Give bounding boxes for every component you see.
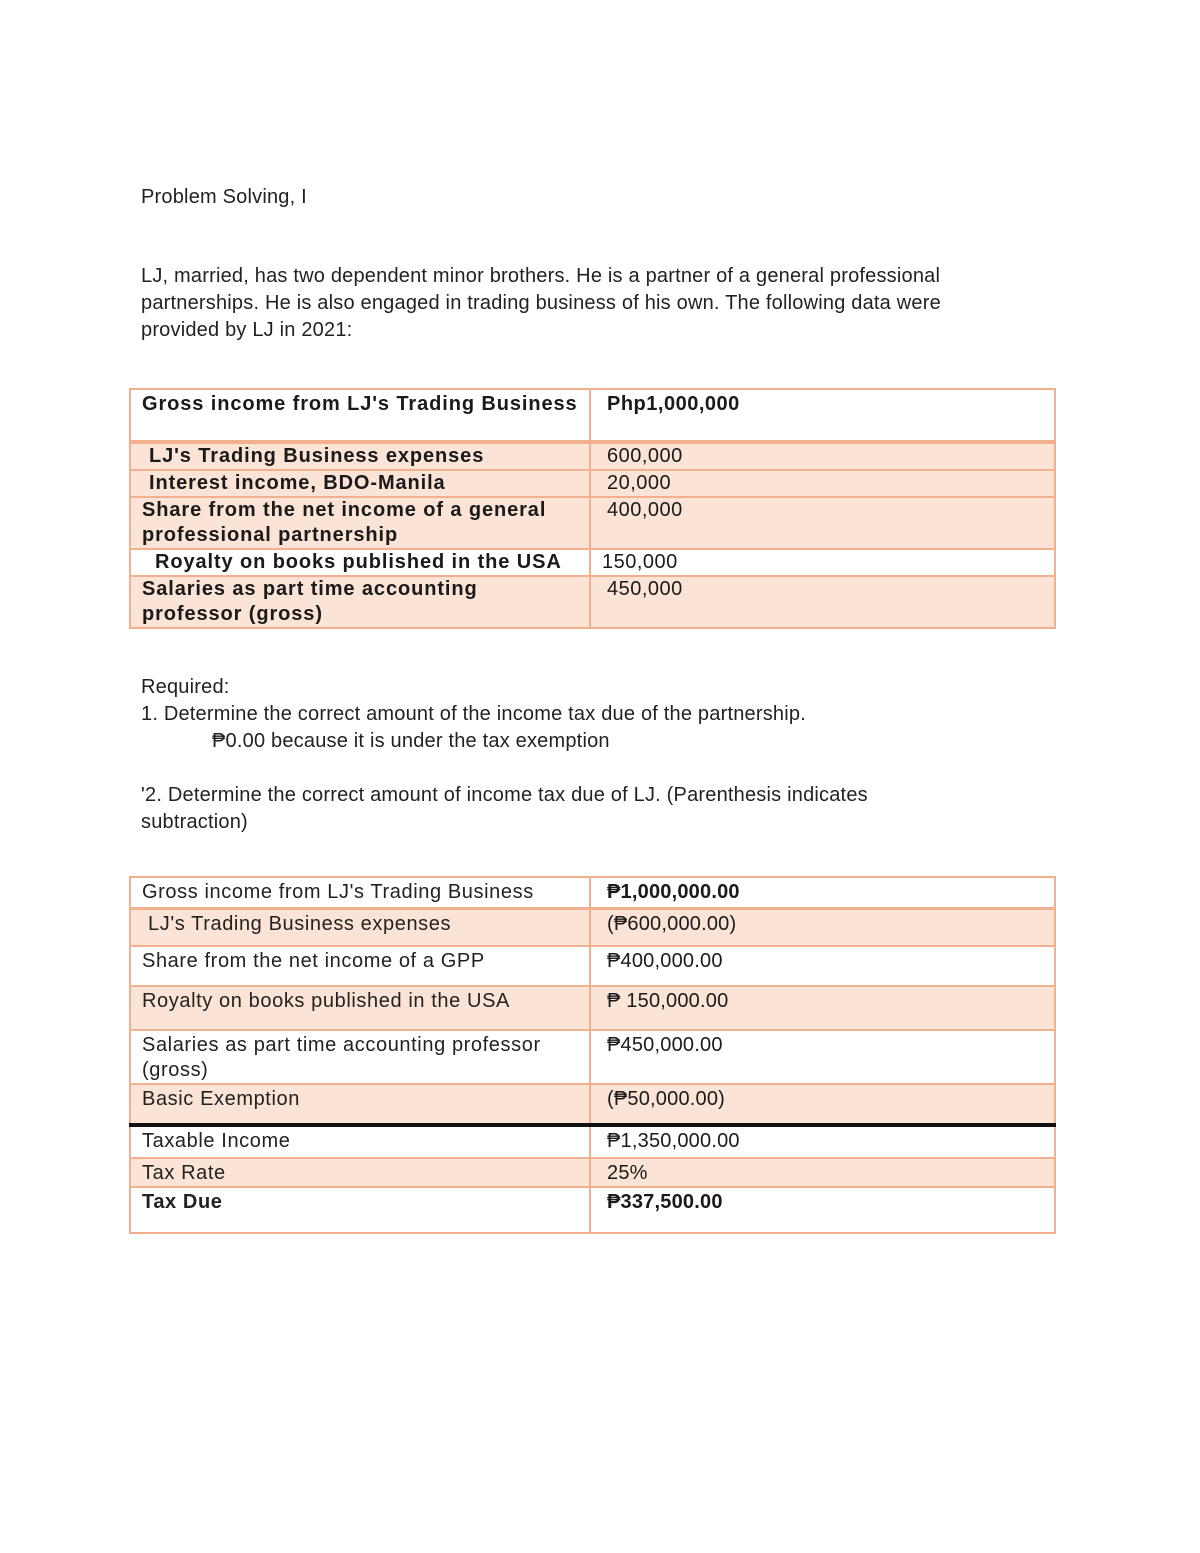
row-label: Tax Rate [130,1158,590,1187]
row-label: Basic Exemption [130,1084,590,1125]
paragraph-line: LJ, married, has two dependent minor brothers. He is a partner of a general professional [141,265,941,287]
table-row [130,986,1055,1030]
row-value: ₱ 150,000.00 [590,986,1055,1030]
table-row [130,1084,1055,1125]
row-value: ₱1,350,000.00 [590,1125,1055,1158]
document-title: Problem Solving, I [141,186,307,208]
table-row [130,1187,1055,1233]
answer-1: ₱0.00 because it is under the tax exemption [212,730,610,752]
table-row [130,497,1055,549]
row-label: Royalty on books published in the USA [130,549,590,576]
row-value: (₱600,000.00) [590,909,1055,947]
table-row [130,549,1055,576]
row-value: 400,000 [590,497,1055,549]
row-label: Salaries as part time accounting professor (gross) [130,1030,590,1084]
question-2-line: subtraction) [141,811,248,833]
row-label: LJ's Trading Business expenses [130,909,590,947]
table-row [130,576,1055,628]
table-row [130,470,1055,497]
row-value: 20,000 [590,470,1055,497]
row-label: Salaries as part time accounting professor (gross) [130,576,590,628]
row-value: 150,000 [590,549,1055,576]
row-value: Php1,000,000 [590,389,1055,442]
table-row [130,389,1055,442]
row-value: ₱450,000.00 [590,1030,1055,1084]
table-row [130,909,1055,947]
table-row [130,946,1055,986]
row-label: Interest income, BDO-Manila [130,470,590,497]
required-heading: Required: [141,676,230,698]
table-row [130,442,1055,470]
row-value: ₱400,000.00 [590,946,1055,986]
question-1: 1. Determine the correct amount of the income tax due of the partnership. [141,703,806,725]
row-label: Share from the net income of a general professional partnership [130,497,590,549]
row-label: Gross income from LJ's Trading Business [130,389,590,442]
computation-table [129,876,1056,1234]
row-label: Tax Due [130,1187,590,1233]
row-value: ₱337,500.00 [590,1187,1055,1233]
required-section [141,674,868,836]
row-label: LJ's Trading Business expenses [130,442,590,470]
row-value: 25% [590,1158,1055,1187]
question-2-line: '2. Determine the correct amount of income tax due of LJ. (Parenthesis indicates [141,784,868,806]
row-value: (₱50,000.00) [590,1084,1055,1125]
table-row [130,1030,1055,1084]
row-label: Taxable Income [130,1125,590,1158]
given-data-table [129,388,1056,629]
spacer [141,755,868,782]
table-row [130,1158,1055,1187]
paragraph-line: partnerships. He is also engaged in trading business of his own. The following data were [141,292,941,314]
paragraph-line: provided by LJ in 2021: [141,319,353,341]
row-label: Gross income from LJ's Trading Business [130,877,590,909]
problem-paragraph [141,263,941,344]
row-value: ₱1,000,000.00 [590,877,1055,909]
row-label: Share from the net income of a GPP [130,946,590,986]
row-value: 600,000 [590,442,1055,470]
row-label: Royalty on books published in the USA [130,986,590,1030]
table-row [130,877,1055,909]
table-row [130,1125,1055,1158]
row-value: 450,000 [590,576,1055,628]
